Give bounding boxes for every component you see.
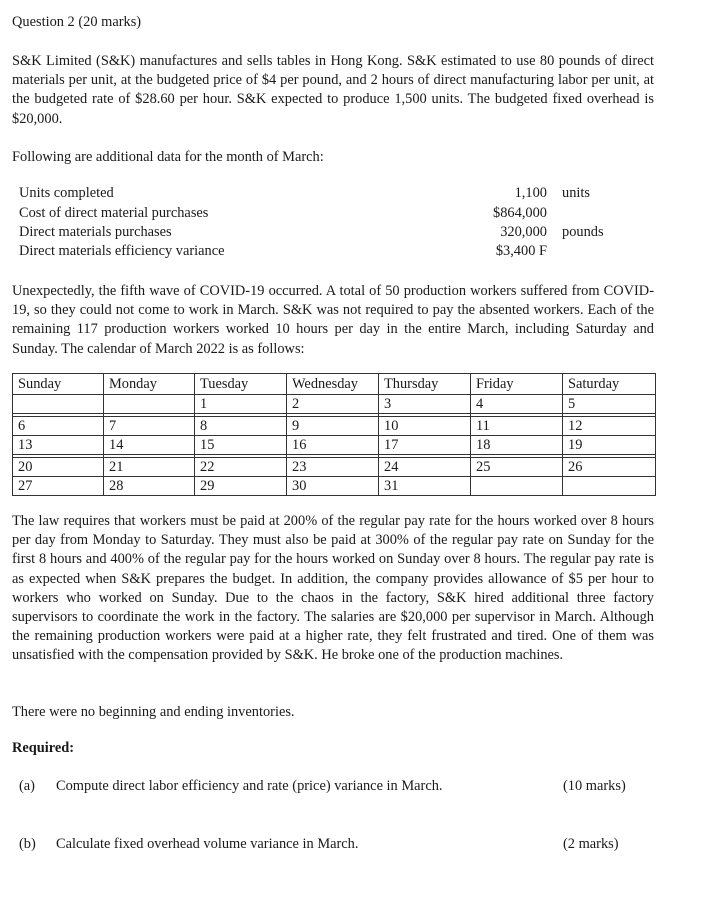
calendar-week-row — [13, 458, 656, 477]
calendar-date-cell: 7 — [104, 417, 195, 436]
calendar-date-cell: 23 — [287, 458, 379, 477]
calendar-date-cell: 25 — [471, 458, 563, 477]
calendar-date-cell — [471, 477, 563, 496]
calendar-day-header: Saturday — [563, 374, 656, 395]
calendar-header-row — [13, 374, 656, 395]
calendar-day-header: Wednesday — [287, 374, 379, 395]
calendar-day-header: Monday — [104, 374, 195, 395]
requirement-marks: (2 marks) — [563, 836, 619, 852]
data-unit-units: units — [562, 185, 590, 201]
calendar-date-cell: 8 — [195, 417, 287, 436]
calendar-date-cell — [104, 395, 195, 414]
calendar-week-row — [13, 477, 656, 496]
required-heading: Required: — [12, 740, 75, 756]
calendar-date-cell — [13, 395, 104, 414]
calendar-day-header: Friday — [471, 374, 563, 395]
calendar-date-cell: 20 — [13, 458, 104, 477]
data-value-units-completed: 1,100 — [514, 185, 547, 201]
calendar-date-cell: 16 — [287, 436, 379, 455]
data-unit-pounds: pounds — [562, 224, 604, 240]
calendar-date-cell — [563, 477, 656, 496]
calendar-date-cell: 14 — [104, 436, 195, 455]
intro-paragraph: S&K Limited (S&K) manufactures and sells tables in Hong Kong. S&K estimated to use 80 pounds of direct materials per unit, at the budgeted price of $4 per pound, and 2 hours of direct manufacturing labor per unit, at the budgeted rate of $28.60 per hour. S&K expected to produce 1,500 units. The budgeted fixed overhead is $20,000. — [12, 53, 654, 127]
inventory-note: There were no beginning and ending inventories. — [12, 704, 295, 720]
calendar-date-cell: 26 — [563, 458, 656, 477]
calendar-date-cell: 5 — [563, 395, 656, 414]
calendar-week-row — [13, 436, 656, 455]
calendar-date-cell: 11 — [471, 417, 563, 436]
calendar-week-row — [13, 395, 656, 414]
additional-data-intro: Following are additional data for the month of March: — [12, 149, 324, 165]
calendar-date-cell: 31 — [379, 477, 471, 496]
calendar-date-cell: 29 — [195, 477, 287, 496]
data-value-material-purchases: 320,000 — [500, 224, 547, 240]
covid-paragraph: Unexpectedly, the fifth wave of COVID-19 occurred. A total of 50 production workers suffered from COVID-19, so they could not come to work in March. S&K was not required to pay the absented workers. Each of the remaining 117 production workers worked 10 hours per day in the entire March, including Saturday and Sunday. The calendar of March 2022 is as follows: — [12, 283, 654, 357]
calendar-day-header: Tuesday — [195, 374, 287, 395]
march-calendar — [12, 373, 656, 496]
calendar-date-cell: 28 — [104, 477, 195, 496]
requirement-text: Compute direct labor efficiency and rate (price) variance in March. — [56, 778, 443, 794]
calendar-date-cell: 3 — [379, 395, 471, 414]
requirement-letter: (a) — [19, 778, 35, 794]
calendar-date-cell: 9 — [287, 417, 379, 436]
calendar-date-cell: 12 — [563, 417, 656, 436]
calendar-date-cell: 1 — [195, 395, 287, 414]
requirement-letter: (b) — [19, 836, 36, 852]
law-paragraph: The law requires that workers must be paid at 200% of the regular pay rate for the hours worked over 8 hours per day from Monday to Saturday. They must also be paid at 300% of the regular pay rate on Sunday for the first 8 hours and 400% of the regular pay for the hours worked on Sunday over 8 hours. The regular pay rate is as expected when S&K prepares the budget. In addition, the company provides allowance of $5 per hour to workers who worked on Sunday. Due to the chaos in the factory, S&K hired additional three factory supervisors to coordinate the work in the factory. The salaries are $20,000 per supervisor in March. Although the remaining production workers were paid at a higher rate, they felt frustrated and tired. One of them was unsatisfied with the compensation provided by S&K. He broke one of the production machines. — [12, 513, 654, 664]
calendar-day-header: Sunday — [13, 374, 104, 395]
calendar-date-cell: 19 — [563, 436, 656, 455]
calendar-date-cell: 13 — [13, 436, 104, 455]
calendar-date-cell: 17 — [379, 436, 471, 455]
calendar-day-header: Thursday — [379, 374, 471, 395]
calendar-date-cell: 4 — [471, 395, 563, 414]
data-label-material-cost: Cost of direct material purchases — [19, 205, 209, 221]
calendar-date-cell: 10 — [379, 417, 471, 436]
calendar-week-row — [13, 417, 656, 436]
question-title: Question 2 (20 marks) — [12, 14, 142, 30]
data-value-material-cost: $864,000 — [493, 205, 547, 221]
calendar-date-cell: 6 — [13, 417, 104, 436]
calendar-date-cell: 2 — [287, 395, 379, 414]
requirement-marks: (10 marks) — [563, 778, 626, 794]
data-label-units-completed: Units completed — [19, 185, 114, 201]
calendar-date-cell: 21 — [104, 458, 195, 477]
calendar-date-cell: 24 — [379, 458, 471, 477]
calendar-date-cell: 22 — [195, 458, 287, 477]
requirement-text: Calculate fixed overhead volume variance in March. — [56, 836, 359, 852]
calendar-date-cell: 15 — [195, 436, 287, 455]
data-label-material-purchases: Direct materials purchases — [19, 224, 172, 240]
calendar-date-cell: 30 — [287, 477, 379, 496]
calendar-date-cell: 27 — [13, 477, 104, 496]
calendar-date-cell: 18 — [471, 436, 563, 455]
data-label-efficiency-variance: Direct materials efficiency variance — [19, 243, 225, 259]
data-value-efficiency-variance: $3,400 F — [495, 243, 547, 259]
